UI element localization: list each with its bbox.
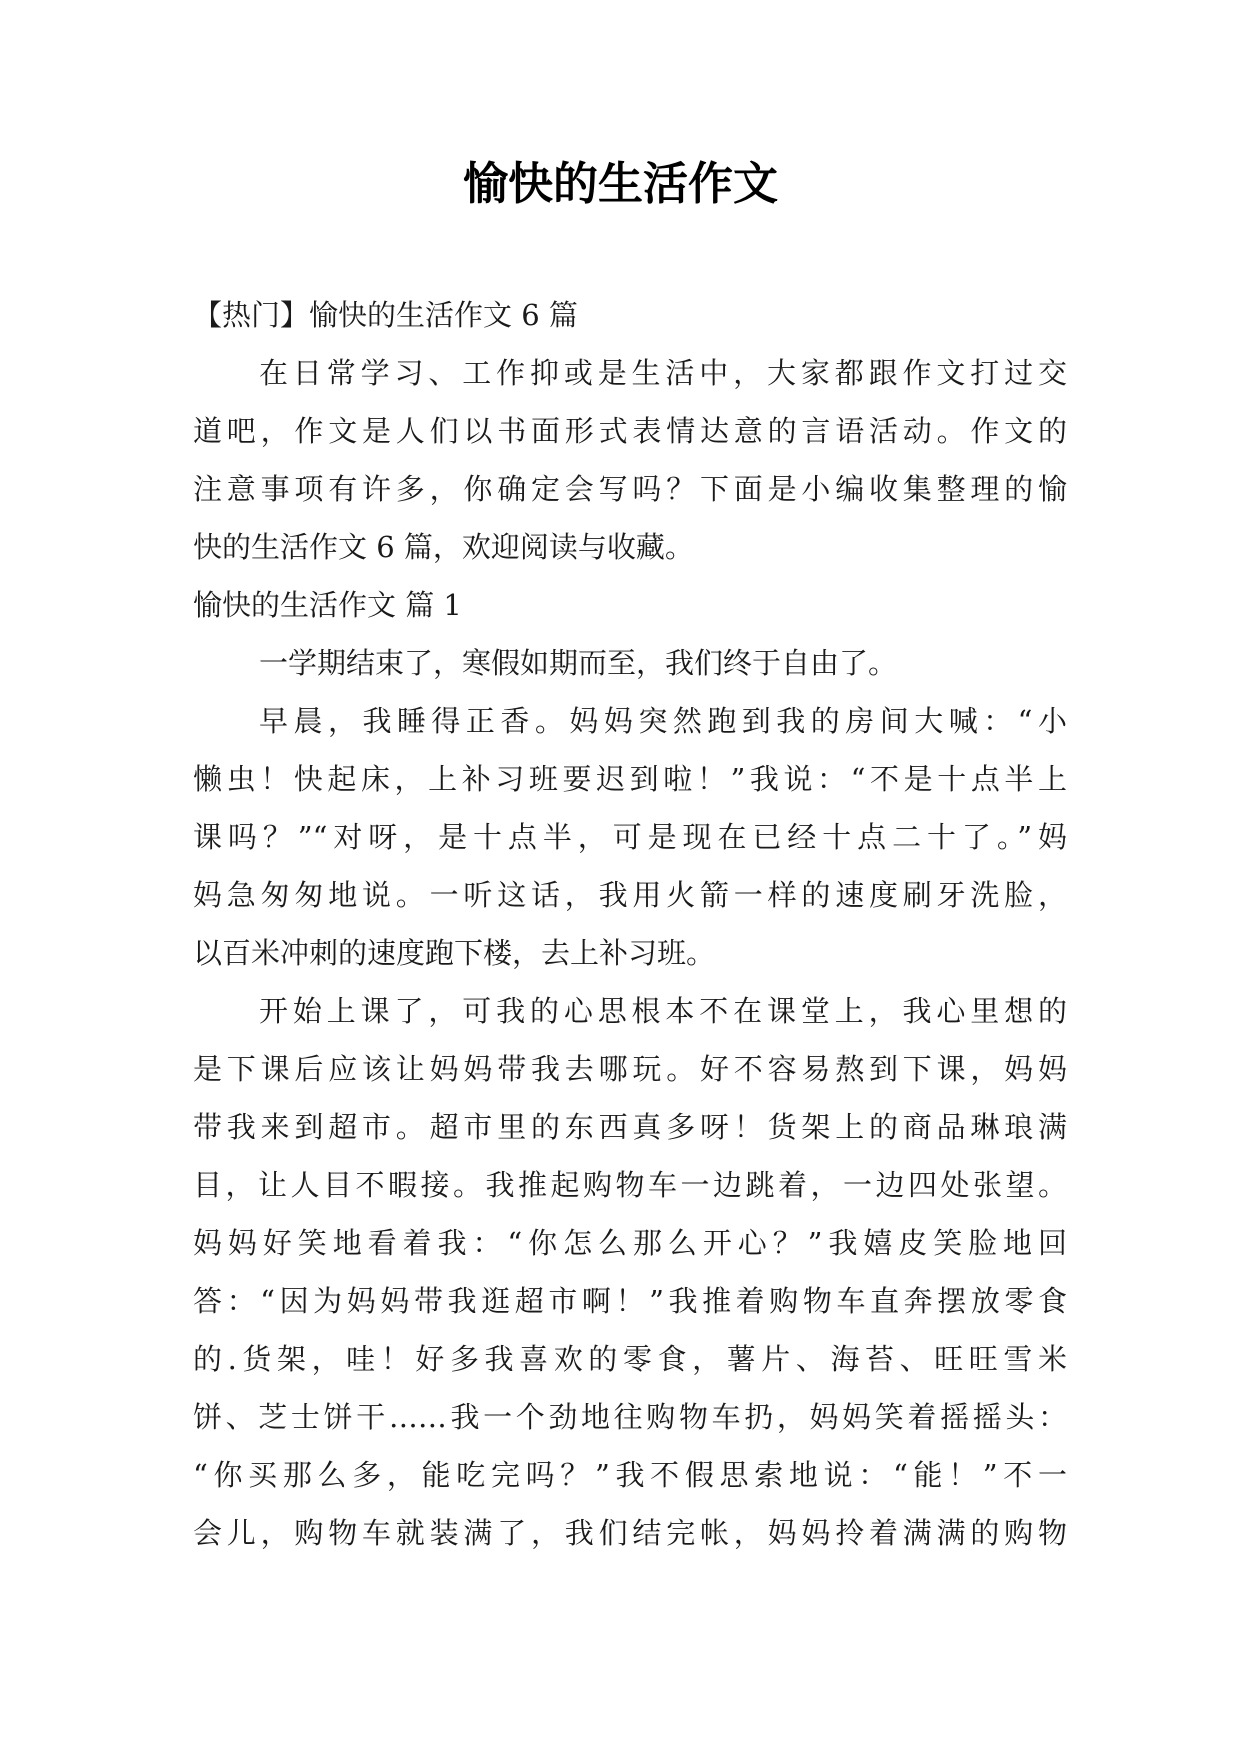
text-line: 目，让人目不暇接。我推起购物车一边跳着，一边四处张望。: [193, 1168, 1067, 1202]
text-line: 是下课后应该让妈妈带我去哪玩。好不容易熬到下课，妈妈: [193, 1052, 1067, 1086]
text-line: 饼、芝士饼干……我一个劲地往购物车扔，妈妈笑着摇摇头：: [193, 1400, 1067, 1434]
section-heading: 愉快的生活作文 篇 1: [193, 588, 462, 622]
document-body: [193, 286, 1067, 1562]
text-line: 的.货架，哇！好多我喜欢的零食，薯片、海苔、旺旺雪米: [193, 1342, 1067, 1376]
text-line: 在日常学习、工作抑或是生活中，大家都跟作文打过交: [259, 356, 1067, 390]
text-line: “你买那么多，能吃完吗？”我不假思索地说：“能！”不一: [193, 1458, 1067, 1492]
text-line: 道吧，作文是人们以书面形式表情达意的言语活动。作文的: [193, 414, 1067, 448]
text-line: 开始上课了，可我的心思根本不在课堂上，我心里想的: [259, 994, 1067, 1028]
text-line: 注意事项有许多，你确定会写吗？下面是小编收集整理的愉: [193, 472, 1067, 506]
document-title: 愉快的生活作文: [462, 157, 778, 210]
text-line: 课吗？”“对呀，是十点半，可是现在已经十点二十了。”妈: [193, 820, 1067, 854]
text-line: 一学期结束了，寒假如期而至，我们终于自由了。: [259, 646, 898, 680]
text-line: 会儿，购物车就装满了，我们结完帐，妈妈拎着满满的购物: [193, 1516, 1067, 1550]
text-line: 懒虫！快起床，上补习班要迟到啦！”我说：“不是十点半上: [193, 762, 1067, 796]
text-line: 带我来到超市。超市里的东西真多呀！货架上的商品琳琅满: [193, 1110, 1067, 1144]
text-line: 答：“因为妈妈带我逛超市啊！”我推着购物车直奔摆放零食: [193, 1284, 1067, 1318]
text-line: 快的生活作文 6 篇，欢迎阅读与收藏。: [193, 530, 694, 564]
text-line: 妈妈好笑地看着我：“你怎么那么开心？”我嬉皮笑脸地回: [193, 1226, 1067, 1260]
document-subtitle: 【热门】愉快的生活作文 6 篇: [193, 298, 578, 332]
text-line: 早晨，我睡得正香。妈妈突然跑到我的房间大喊：“小: [259, 704, 1067, 738]
text-line: 妈急匆匆地说。一听这话，我用火箭一样的速度刷牙洗脸，: [193, 878, 1067, 912]
text-line: 以百米冲刺的速度跑下楼，去上补习班。: [193, 936, 716, 970]
